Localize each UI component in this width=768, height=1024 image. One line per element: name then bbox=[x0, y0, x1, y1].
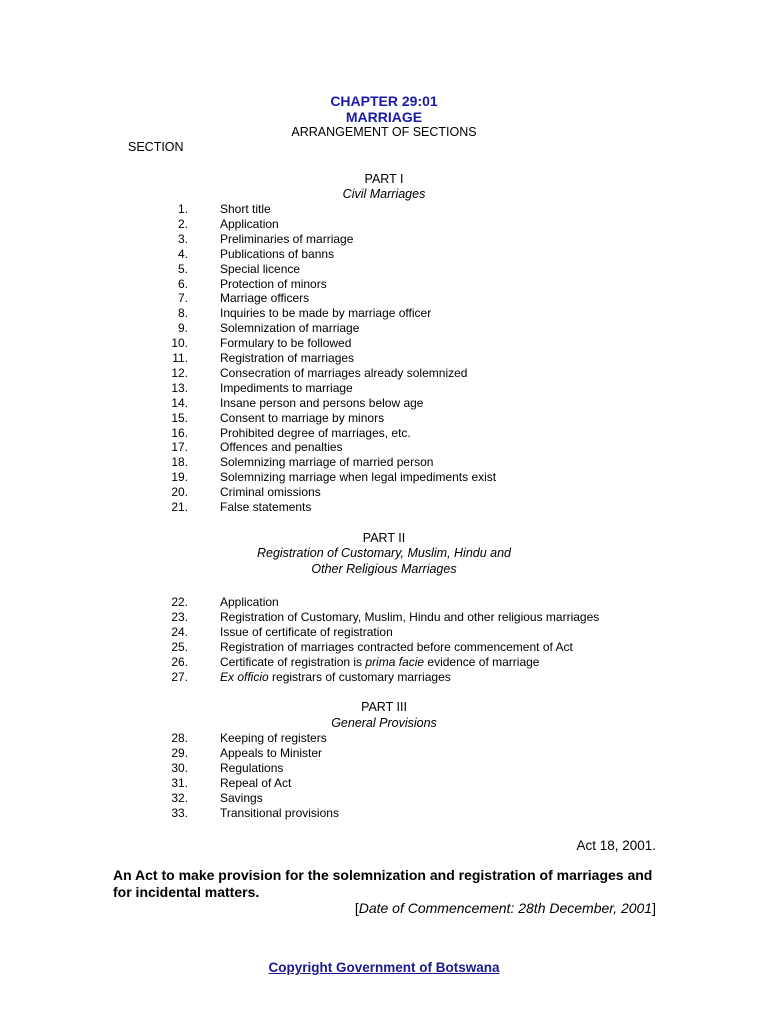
section-title: Prohibited degree of marriages, etc. bbox=[220, 425, 411, 440]
section-row bbox=[0, 247, 768, 262]
section-number: 22. bbox=[171, 595, 188, 609]
section-title: Appeals to Minister bbox=[220, 745, 323, 760]
section-title-part: evidence of marriage bbox=[424, 654, 540, 669]
section-title: Solemnization of marriage bbox=[220, 321, 360, 336]
section-number: 4. bbox=[177, 246, 188, 261]
copyright-link-row bbox=[0, 960, 768, 975]
section-number: 23. bbox=[171, 609, 188, 624]
section-number: 29. bbox=[171, 745, 188, 760]
section-number: 30. bbox=[171, 760, 188, 775]
long-title-line2: for incidental matters. bbox=[113, 884, 260, 900]
section-number: 33. bbox=[171, 805, 188, 820]
section-title: Solemnizing marriage of married person bbox=[220, 455, 434, 470]
section-title: Registration of Customary, Muslim, Hindu and other religious marriages bbox=[220, 609, 600, 624]
act-reference: Act 18, 2001. bbox=[576, 838, 656, 853]
section-title: Special licence bbox=[220, 261, 301, 276]
section-title-part: Ex officio bbox=[220, 669, 269, 684]
section-number: 19. bbox=[171, 470, 188, 485]
section-title: Marriage officers bbox=[220, 291, 310, 306]
section-row bbox=[0, 396, 768, 411]
section-number: 28. bbox=[171, 731, 188, 745]
section-number: 2. bbox=[177, 216, 188, 231]
section-number: 12. bbox=[171, 365, 188, 380]
section-title: Savings bbox=[220, 790, 263, 805]
part-3-label: PART III bbox=[361, 700, 407, 714]
section-row bbox=[0, 806, 768, 821]
section-number: 15. bbox=[171, 410, 188, 425]
section-title: Inquiries to be made by marriage officer bbox=[220, 306, 432, 321]
date-open-bracket: [ bbox=[354, 900, 359, 916]
section-row bbox=[0, 500, 768, 515]
section-label: SECTION bbox=[128, 140, 184, 154]
section-title: Preliminaries of marriage bbox=[220, 231, 354, 246]
section-number: 1. bbox=[177, 202, 188, 216]
section-row bbox=[0, 381, 768, 396]
section-row bbox=[0, 202, 768, 217]
section-row bbox=[0, 232, 768, 247]
section-title: Formulary to be followed bbox=[220, 336, 352, 351]
copyright-link[interactable]: Copyright Government of Botswana bbox=[268, 960, 500, 975]
section-number: 7. bbox=[177, 291, 188, 306]
section-title: Registration of marriages bbox=[220, 351, 355, 365]
section-row bbox=[0, 291, 768, 306]
date-text: Date of Commencement: 28th December, 2001 bbox=[358, 900, 653, 916]
section-number: 11. bbox=[172, 351, 188, 365]
section-row bbox=[0, 731, 768, 746]
section-title: Transitional provisions bbox=[220, 805, 339, 820]
part-2-heading-line2: Other Religious Marriages bbox=[311, 562, 457, 576]
section-number: 27. bbox=[171, 669, 188, 684]
section-row bbox=[0, 277, 768, 292]
section-title: Consecration of marriages already solemnized bbox=[220, 365, 468, 380]
section-row bbox=[0, 595, 768, 610]
section-row bbox=[0, 485, 768, 500]
section-title: Criminal omissions bbox=[220, 485, 321, 500]
section-title-part: Certificate of registration is bbox=[220, 654, 366, 669]
section-row bbox=[0, 366, 768, 381]
section-number: 6. bbox=[177, 276, 188, 291]
section-title: False statements bbox=[220, 500, 312, 514]
section-row bbox=[0, 440, 768, 455]
section-number: 10. bbox=[171, 336, 188, 351]
section-title bbox=[220, 670, 451, 685]
section-title: Protection of minors bbox=[220, 276, 327, 291]
section-title: Solemnizing marriage when legal impediments exist bbox=[220, 470, 497, 485]
section-row bbox=[0, 610, 768, 625]
section-number: 14. bbox=[171, 395, 188, 410]
part-1-label: PART I bbox=[364, 172, 404, 186]
section-row bbox=[0, 411, 768, 426]
commencement-date bbox=[355, 900, 656, 916]
section-title: Short title bbox=[220, 202, 271, 216]
section-row bbox=[0, 761, 768, 776]
section-title: Offences and penalties bbox=[220, 440, 343, 455]
section-row bbox=[0, 351, 768, 366]
section-row bbox=[0, 625, 768, 640]
section-number: 3. bbox=[177, 231, 188, 246]
part-2-heading-line1: Registration of Customary, Muslim, Hindu and bbox=[256, 546, 512, 560]
section-row bbox=[0, 217, 768, 232]
section-number: 9. bbox=[177, 321, 188, 336]
section-title: Impediments to marriage bbox=[220, 380, 353, 395]
section-title: Regulations bbox=[220, 760, 284, 775]
section-number: 17. bbox=[171, 440, 188, 455]
section-row bbox=[0, 336, 768, 351]
section-number: 8. bbox=[177, 306, 188, 321]
section-number: 25. bbox=[171, 639, 188, 654]
section-number: 26. bbox=[171, 654, 188, 669]
section-row bbox=[0, 670, 768, 685]
section-row bbox=[0, 262, 768, 277]
section-title: Issue of certificate of registration bbox=[220, 624, 393, 639]
section-number: 5. bbox=[177, 261, 188, 276]
section-title: Consent to marriage by minors bbox=[220, 410, 385, 425]
section-number: 31. bbox=[171, 775, 188, 790]
section-number: 32. bbox=[171, 790, 188, 805]
section-number: 21. bbox=[171, 500, 188, 514]
chapter-title: MARRIAGE bbox=[345, 109, 423, 125]
section-title: Repeal of Act bbox=[220, 775, 292, 790]
date-close-bracket: ] bbox=[652, 900, 656, 916]
section-number: 18. bbox=[171, 455, 188, 470]
section-row bbox=[0, 640, 768, 655]
section-title: Publications of banns bbox=[220, 246, 335, 261]
section-row bbox=[0, 306, 768, 321]
section-title bbox=[220, 655, 539, 670]
section-row bbox=[0, 470, 768, 485]
part-1-heading: Civil Marriages bbox=[342, 187, 426, 201]
section-number: 13. bbox=[171, 380, 188, 395]
section-title: Application bbox=[220, 216, 279, 231]
section-title: Registration of marriages contracted before commencement of Act bbox=[220, 639, 573, 654]
part-3-heading: General Provisions bbox=[331, 716, 437, 730]
section-title: Keeping of registers bbox=[220, 731, 327, 745]
section-row bbox=[0, 776, 768, 791]
section-row bbox=[0, 426, 768, 441]
section-number: 16. bbox=[171, 425, 188, 440]
section-row bbox=[0, 655, 768, 670]
section-title-part: prima facie bbox=[365, 654, 425, 669]
section-title: Application bbox=[220, 595, 279, 609]
section-title-part: registrars of customary marriages bbox=[268, 669, 451, 684]
section-title: Insane person and persons below age bbox=[220, 395, 424, 410]
section-row bbox=[0, 791, 768, 806]
section-row bbox=[0, 455, 768, 470]
chapter-number: CHAPTER 29:01 bbox=[330, 93, 438, 109]
section-number: 24. bbox=[171, 624, 188, 639]
part-2-label: PART II bbox=[362, 531, 406, 545]
arrangement-heading: ARRANGEMENT OF SECTIONS bbox=[291, 125, 477, 139]
section-row bbox=[0, 321, 768, 336]
section-row bbox=[0, 746, 768, 761]
long-title-line1: An Act to make provision for the solemnization and registration of marriages and bbox=[113, 867, 653, 883]
section-number: 20. bbox=[171, 485, 188, 500]
